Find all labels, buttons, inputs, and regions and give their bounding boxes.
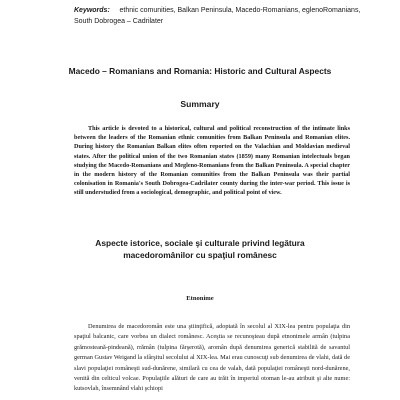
section-body-text: Denumirea de macedoromân este una ştiinţifică, adoptată în secolul al XIX-lea pentru populaţia din spaţiul balcanic, care vorbea un dialect românesc. Aceştia se recunoşteau după etnonimele armân (tulpina grămosteană-pindeană), rrămân (tulpina fărşerotă), aromân după denumirea generică stabilită de savantul german Gustav Weigand la sfârşitul secolului al XIX-lea. Mai erau cunoscuţi sub denumirea de vlahi, dată de slavi populaţiei româneşti sud-dunărene, similară cu cea de valah, dată populaţiei româneşti nord-dunărene, venită din celticul volcae. Populaţiile alături de care au trăit în imperiul otoman le-au atribuit şi alte nume: kutsovlah, însemnând vlahi şchiopi [74,323,350,393]
keywords-label: Keywords: [74,7,110,14]
section-heading-etnonime: Etnonime [186,295,214,302]
romanian-title: Aspecte istorice, sociale şi culturale privind legătura macedoromânilor cu spaţiul românesc [95,238,305,260]
summary-heading: Summary [180,99,220,109]
summary-abstract: This article is devoted to a historical, cultural and political reconstruction of the intimate links between the leaders of the Romanian ethnic comunities from Balkan Peninsula and Romanian elites. During history the Romanian Balkan elites often reported on the Valachian and Moldavian medieval states. After the political union of the two Romanian states (1859) many Romanian intelectuals began studying the Macedo-Romanians and Megleno-Romanians from the Balkan Peninsula. A special chapter in the modern history of the Romanian comunities from the Balkan Peninsula was their partial colonisation in Romania's South Dobrogea-Cadrilater county during the inter-war period. This issue is still understudied from a sociological, demographic, and political point of view. [74,125,350,197]
keywords-text: ethnic comunities, Balkan Peninsula, Macedo-Romanians, eglenoRomanians, South Dobrogea – Cadrilater [74,7,361,25]
english-title: Macedo – Romanians and Romania: Historic and Cultural Aspects [68,66,332,76]
keywords-block [74,5,364,27]
